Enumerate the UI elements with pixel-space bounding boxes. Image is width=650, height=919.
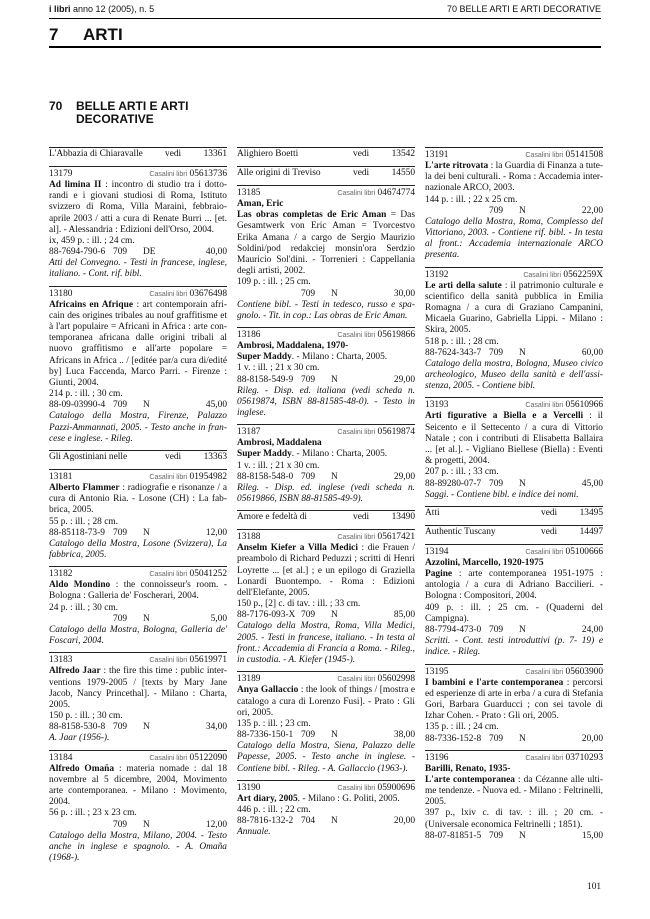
header-right: 70 BELLE ARTI E ARTI DECORATIVE: [446, 4, 601, 14]
catalog-entry: [425, 544, 603, 659]
entry-currency: N: [519, 733, 526, 744]
cross-reference[interactable]: [49, 147, 227, 160]
column-3: [425, 147, 603, 847]
entry-physical: 135 p. : ill. ; 23 cm.: [237, 718, 311, 729]
entry-class: 709: [489, 830, 504, 841]
entry-number: 13193: [425, 400, 449, 411]
entry-price: 20,00: [393, 816, 415, 827]
entry-physical: 55 p. : ill. ; 28 cm.: [49, 516, 119, 527]
entry-currency: N: [143, 527, 150, 538]
entry-isbn: 88-7694-790-6: [49, 247, 106, 258]
cross-reference[interactable]: [237, 147, 415, 160]
entry-title: L'arte ritrovata: [425, 161, 489, 171]
entry-title: Art diary, 2005: [237, 793, 298, 804]
entry-currency: N: [331, 288, 338, 299]
casalini-label: Casalini libri: [525, 152, 564, 159]
entry-price: 30,00: [393, 288, 415, 299]
entry-isbn: 88-89280-07-7: [425, 478, 482, 489]
catalog-entry: [49, 166, 227, 281]
casalini-label: Casalini libri: [149, 474, 188, 482]
entry-isbn: 88-07-81851-5: [425, 830, 482, 841]
catalog-entry: [49, 652, 227, 744]
entry-title: Anselm Kiefer a Villa Medici: [237, 543, 358, 554]
entry-title: Pagine: [425, 569, 453, 580]
entry-note: Catalogo della Mostra, Firenze, Palazzo Pazzi-Ammannati, 2005. - Testo anche in fran-cese e inglese. - Rileg.: [49, 411, 227, 444]
casalini-number: 05619866: [377, 330, 415, 341]
xref-number[interactable]: 13490: [391, 512, 415, 523]
xref-vedi: vedi: [353, 149, 370, 159]
xref-vedi: vedi: [353, 512, 370, 523]
entry-class: 709: [489, 625, 504, 636]
entry-author: Aman, Eric: [237, 199, 284, 209]
chapter-number: 7: [49, 25, 59, 44]
casalini-label: Casalini libri: [337, 190, 376, 197]
casalini-number: 03710293: [565, 752, 603, 763]
entry-number: 13192: [425, 269, 449, 280]
entry-author: Azzolini, Marcello, 1920-1975: [425, 557, 544, 568]
casalini-number: 04674774: [377, 188, 415, 198]
entry-number: 13182: [49, 569, 73, 580]
casalini-number: 05100666: [565, 546, 603, 557]
entry-note: Atti del Convegno. - Testi in francese, inglese, italiano. - Cont. rif. bibl.: [49, 258, 227, 280]
xref-title: L'Abbazia di Chiaravalle: [49, 149, 143, 159]
entry-number: 13187: [237, 427, 261, 438]
casalini-label: Casalini libri: [525, 548, 564, 556]
catalog-entry: [425, 397, 603, 500]
entry-physical: 397 p., lxiv c. di tav. : ill. ; 20 cm. - (Universale economica Feltrinelli ; 1851).: [425, 808, 603, 830]
catalog-entry: [237, 327, 415, 419]
entry-price-line: [49, 820, 227, 831]
entry-description: : the look of things / [mostra e catalogo a cura di Lorenzo Fusi]. - Prato : Gli ori, 2005.: [237, 685, 416, 718]
entry-isbn: 88-8158-549-9: [237, 374, 294, 385]
casalini-number: 05602998: [377, 674, 415, 685]
entry-currency: N: [331, 610, 338, 621]
cross-reference[interactable]: [425, 525, 603, 538]
xref-vedi: vedi: [353, 168, 370, 178]
entry-physical: 144 p. : ill. ; 22 x 25 cm.: [425, 194, 518, 205]
xref-number[interactable]: 14550: [391, 168, 415, 178]
entry-price-line: [237, 610, 415, 621]
entry-price: 40,00: [205, 247, 227, 258]
entry-currency: N: [331, 374, 338, 385]
catalog-entry: [237, 529, 415, 666]
entry-number: 13188: [237, 532, 261, 543]
section-title-line2: DECORATIVE: [76, 112, 154, 126]
entry-author: Ambrosi, Maddalena: [237, 438, 322, 449]
header-rule: [49, 18, 601, 19]
entry-number: 13184: [49, 752, 73, 763]
entry-number: 13194: [425, 546, 449, 557]
entry-number: 13195: [425, 666, 449, 677]
entry-currency: N: [331, 816, 338, 827]
entry-note: Scritti. - Cont. testi introduttivi (p. 7- 19) e indice. - Rileg.: [425, 636, 603, 658]
casalini-label: Casalini libri: [149, 754, 188, 762]
xref-number[interactable]: 13542: [391, 149, 415, 159]
casalini-number: 05610966: [565, 400, 603, 411]
entry-price: 29,00: [393, 471, 415, 482]
entry-physical: 135 p. : ill. ; 24 cm.: [425, 722, 499, 733]
chapter-heading: [49, 25, 123, 45]
entry-physical: 1 v. : ill. ; 21 x 30 cm.: [237, 460, 320, 471]
entry-description: : die Frauen / preambolo di Richard Peduzzi ; scritti di Henri Loyrette ... [et al.] ; e un epilogo di Graziella Lonardi Buontempo. - Roma : Edizioni dell'Elefante, 2005.: [237, 543, 415, 599]
entry-isbn: 88-7336-150-1: [237, 730, 294, 741]
entry-price: 15,00: [581, 830, 603, 841]
entry-price: 12,00: [205, 819, 227, 830]
entry-description: . - Milano : Charta, 2005.: [291, 352, 388, 363]
entry-title: Super Maddy: [237, 449, 292, 460]
casalini-label: Casalini libri: [525, 754, 564, 762]
entry-title: Africains en Afrique: [49, 299, 133, 310]
entry-physical: 214 p. : ill. ; 30 cm.: [49, 389, 123, 400]
entry-title: Alfredo Jaar: [49, 666, 101, 677]
entry-note: Rileg. - Disp. ed. italiana (vedi scheda n. 05619874, ISBN 88-81585-48-0). - Testo in inglese.: [237, 385, 415, 419]
issue-info: anno 12 (2005), n. 5: [73, 4, 155, 14]
chapter-title: ARTI: [83, 25, 123, 44]
entry-price-line: [49, 528, 227, 539]
casalini-number: 05603900: [565, 666, 603, 677]
entry-class: 709: [113, 722, 128, 733]
casalini-number: 05619874: [377, 427, 415, 438]
entry-number: 13189: [237, 674, 261, 685]
chapter-rule: [49, 46, 601, 48]
entry-currency: N: [143, 722, 150, 733]
entry-description: : percorsi ed esperienze di arte in erba / a cura di Stefania Gori, Barbara Guarducci ; con sei tavole di Izhar Cohen. - Prato : Gli ori, 2005.: [425, 677, 603, 722]
entry-price-line: [237, 730, 415, 741]
entry-physical: 518 p. : ill. ; 28 cm.: [425, 336, 499, 347]
entry-class: 709: [489, 347, 504, 358]
xref-title: Gli Agostiniani nelle: [49, 452, 128, 463]
entry-currency: N: [143, 613, 150, 624]
xref-title: Amore e fedeltà di: [237, 512, 308, 523]
casalini-label: Casalini libri: [337, 429, 376, 437]
entry-physical: 109 p. : ill. ; 25 cm.: [237, 277, 311, 288]
entry-isbn: 88-7336-152-8: [425, 733, 482, 744]
entry-note: Catalogo della Mostra, Losone (Svizzera), La fabbrica, 2005.: [49, 538, 227, 561]
section-number: 70: [49, 99, 63, 113]
entry-note: Catalogo della Mostra, Siena, Palazzo delle Papesse, 2005. - Testo anche in inglese. - Contiene bibl. - Rileg. - A. Gallaccio (1963-).: [237, 741, 415, 774]
entry-currency: N: [519, 205, 526, 216]
entry-note: Annuale.: [237, 827, 271, 838]
entry-note: Contiene bibl. - Testi in tedesco, russo e spa-gnolo. - Tit. in cop.: Las obras de Eric Aman.: [237, 299, 415, 321]
casalini-number: 05619971: [189, 655, 227, 666]
entry-note: A. Jaar (1956-).: [49, 733, 110, 744]
entry-class: 709: [113, 613, 128, 624]
entry-currency: N: [331, 471, 338, 482]
entry-currency: N: [331, 730, 338, 741]
entry-title: Aldo Mondino: [49, 580, 111, 591]
entry-description: : il patrimonio culturale e scientifico della sanità pubblica in Emilia Romagna / a cura di Graziano Campanini, Micaela Guarino, Gabriella Lippi. - Milano : Skira, 2005.: [425, 280, 603, 336]
entry-author: Barilli, Renato, 1935-: [425, 763, 511, 774]
catalog-entry: [425, 147, 603, 262]
entry-number: 13179: [49, 169, 73, 179]
entry-currency: N: [519, 830, 526, 841]
entry-class: 709: [113, 247, 128, 258]
casalini-number: 05122090: [189, 752, 227, 763]
entry-note: Saggi. - Contiene bibl. e indice dei nomi.: [425, 489, 579, 500]
entry-isbn: 88-09-03990-4: [49, 400, 106, 411]
entry-description: = Das Gesamtwerk von Eric Aman = Tvorcestvo Erika Amana / a cargo de Sergio Maurizio Soldini/pod redakciej monsin'ora Serdzio Mauricio Sol'dini. - Torrenieri : Cappellania degli artisti, 2002.: [237, 210, 415, 277]
entry-isbn: 88-8158-530-8: [49, 722, 106, 733]
entry-number: 13191: [425, 150, 449, 160]
entry-price: 22,00: [581, 205, 603, 216]
entry-title: Las obras completas de Eric Aman: [237, 210, 387, 221]
entry-title: I bambini e l'arte contemporanea: [425, 677, 564, 688]
entry-isbn: 88-7816-132-2: [237, 816, 294, 827]
entry-price: 5,00: [210, 613, 227, 624]
cross-reference[interactable]: [425, 506, 603, 519]
entry-class: 709: [301, 374, 316, 385]
entry-price: 60,00: [581, 347, 603, 358]
catalog-entry: [237, 424, 415, 505]
entry-note: Catalogo della Mostra, Milano, 2004. - Testo anche in inglese e spagnolo. - A. Omaña (1968-).: [49, 830, 227, 863]
entry-physical: 207 p. : ill. ; 33 cm.: [425, 467, 499, 478]
catalog-entry: [49, 286, 227, 445]
entry-title: Anya Gallaccio: [237, 685, 299, 696]
entry-physical: 150 p., [2] c. di tav. : ill. ; 33 cm.: [237, 599, 361, 610]
entry-price-line: [425, 831, 603, 842]
entry-number: 13185: [237, 188, 261, 198]
entry-class: 709: [489, 478, 504, 489]
casalini-label: Casalini libri: [337, 332, 376, 340]
entry-class: 709: [489, 205, 504, 216]
entry-class: 709: [301, 471, 316, 482]
xref-number[interactable]: 13495: [579, 507, 603, 518]
xref-vedi: vedi: [165, 149, 182, 159]
column-2: [237, 147, 415, 843]
column-1: [49, 147, 227, 869]
entry-currency: N: [519, 625, 526, 636]
catalog-entry: [425, 664, 603, 745]
catalog-entry: [49, 750, 227, 865]
casalini-number: 05617421: [377, 532, 415, 543]
entry-price-line: [49, 247, 227, 258]
casalini-number: 0562259X: [563, 269, 603, 280]
entry-price: 85,00: [393, 610, 415, 621]
casalini-label: Casalini libri: [337, 784, 376, 792]
entry-currency: N: [519, 478, 526, 489]
entry-title: Arti figurative a Biella e a Vercelli: [425, 411, 584, 422]
xref-vedi: vedi: [541, 526, 558, 537]
entry-class: 709: [301, 288, 316, 299]
catalog-entry: [237, 780, 415, 839]
entry-currency: N: [143, 400, 150, 411]
entry-physical: 150 p. : ill. ; 30 cm.: [49, 711, 123, 722]
entry-price-line: [237, 375, 415, 386]
entry-number: 13181: [49, 472, 73, 483]
xref-title: Alle origini di Treviso: [237, 168, 321, 178]
entry-description: : the fire this time : public inter-ventions 1979-2005 / [texts by Mary Jane Jacob, Nancy Princethal]. - Milano : Charta, 2005.: [49, 666, 227, 710]
casalini-label: Casalini libri: [337, 534, 376, 542]
entry-description: : the connoisseur's room. - Bologna : Galleria de' Foscherari, 2004.: [49, 580, 227, 602]
catalog-entry: [49, 469, 227, 561]
magazine-name: i libri: [49, 4, 71, 14]
page-number: 101: [587, 882, 602, 892]
casalini-number: 01954982: [189, 472, 227, 483]
entry-currency: N: [519, 347, 526, 358]
entry-isbn: 88-7794-473-0: [425, 625, 482, 636]
entry-price: 38,00: [393, 730, 415, 741]
entry-price-line: [425, 625, 603, 636]
xref-number[interactable]: 14497: [579, 526, 603, 537]
casalini-number: 05141508: [565, 150, 603, 160]
entry-price-line: [237, 472, 415, 483]
entry-price-line: [425, 206, 603, 217]
entry-isbn: 88-85118-73-9: [49, 527, 105, 538]
entry-number: 13186: [237, 330, 261, 341]
cross-reference[interactable]: [237, 166, 415, 179]
entry-price: 24,00: [581, 625, 603, 636]
catalog-entry: [237, 185, 415, 322]
entry-physical: 409 p. : ill. ; 25 cm. - (Quaderni del Campigna).: [425, 602, 603, 624]
entry-price: 29,00: [393, 374, 415, 385]
casalini-label: Casalini libri: [149, 571, 188, 579]
entry-title: Le arti della salute: [425, 280, 502, 291]
section-heading: [49, 100, 269, 126]
entry-class: 709: [301, 730, 316, 741]
entry-number: 13190: [237, 782, 261, 793]
casalini-number: 03676498: [189, 288, 227, 299]
entry-price-line: [237, 816, 415, 827]
entry-note: Catalogo della mostra, Bologna, Museo civico archeologico, Museo della sanità e dell'assi-stenza, 2005. - Contiene bibl.: [425, 358, 603, 392]
entry-description: : da Cézanne alle ulti-me tendenze. - Nuova ed. - Milano : Feltrinelli, 2005.: [425, 774, 603, 808]
entry-author: Ambrosi, Maddalena, 1970-: [237, 341, 349, 352]
entry-number: 13196: [425, 752, 449, 763]
xref-title: Atti: [425, 507, 440, 518]
entry-class: 709: [113, 400, 128, 411]
entry-title: Alfredo Omaña: [49, 763, 115, 774]
xref-title: Authentic Tuscany: [425, 526, 496, 537]
catalog-entry: [425, 267, 603, 393]
entry-description: : materia nomade : dal 18 novembre al 5 dicembre, 2004, Movimento arte contemporanea. - Milano : Movimento, 2004.: [49, 763, 228, 808]
entry-class: 709: [489, 733, 504, 744]
entry-price-line: [49, 614, 227, 625]
entry-price-line: [425, 734, 603, 745]
catalog-entry: [425, 750, 603, 842]
entry-description: . - Milano : Charta, 2005.: [291, 449, 388, 460]
entry-price: 45,00: [581, 478, 603, 489]
casalini-label: Casalini libri: [525, 402, 564, 410]
entry-class: 704: [301, 816, 316, 827]
casalini-label: Casalini libri: [337, 676, 376, 684]
xref-vedi: vedi: [541, 507, 558, 518]
entry-number: 13180: [49, 288, 73, 299]
entry-description: : incontro di studio tra i dotto-randi e i giovani studiosi di Roma, Istituto svizzero di Roma, Villa Maraini, febbraio-aprile 2003 / atti a cura di Renate Burri ... [et. al]. - Alessandria : Edizioni dell'Orso, 2004.: [49, 180, 228, 235]
entry-isbn: 88-8158-548-0: [237, 471, 294, 482]
section-title-line1: BELLE ARTI E ARTI: [76, 99, 189, 113]
catalog-entry: [49, 566, 227, 647]
entry-physical: 24 p. : ill. ; 30 cm.: [49, 602, 119, 613]
entry-description: : il Seicento e il Settecento / a cura di Vittorio Natale ; con i contributi di Elisabetta Ballaira ... [et al.]. - Vigliano Biellese (Biella) : Eventi & progetti, 2004.: [425, 411, 603, 467]
catalog-entry: [237, 671, 415, 774]
entry-currency: N: [143, 819, 150, 830]
entry-isbn: 88-7624-343-7: [425, 347, 482, 358]
entry-isbn: 88-7176-093-X: [237, 610, 296, 621]
entry-title: Alberto Flammer: [49, 483, 120, 494]
header-left: [49, 4, 154, 14]
entry-price: 34,00: [205, 722, 227, 733]
entry-price-line: [425, 348, 603, 359]
entry-number: 13183: [49, 655, 73, 666]
xref-number[interactable]: 13363: [203, 452, 227, 463]
casalini-label: Casalini libri: [149, 657, 188, 665]
entry-note: Rileg. - Disp. ed. inglese (vedi scheda n. 05619866, ISBN 88-81585-49-9).: [237, 482, 415, 505]
entry-price-line: [237, 289, 415, 300]
entry-price: 12,00: [205, 527, 227, 538]
entry-price: 20,00: [581, 733, 603, 744]
entry-description: : art contemporain afri-cain des origines tribales au nouf graffitisme et à l'art populaire = Africani in Africa : arte con-temporanea africana dalle origini tribali al nuovo graffitismo e all'arte popolare = Africans in Africa .. / [editée par/a cura di/edité by] Luca Faccenda, Marco Parri. - Firenze : Giunti, 2004.: [49, 299, 228, 389]
entry-currency: DE: [143, 247, 156, 258]
entry-note: Catalogo della Mostra, Roma, Villa Medici, 2005. - Testi in francese, italiano. - In testa al front.: Accademia di Francia a Roma. - Rileg., in custodia. - A. Kiefer (1945-).: [237, 621, 415, 666]
entry-physical: ix, 459 p. : ill. ; 24 cm.: [49, 236, 135, 247]
cross-reference[interactable]: [237, 510, 415, 523]
xref-vedi: vedi: [165, 452, 182, 463]
running-header: [49, 4, 601, 16]
entry-note: Catalogo della Mostra, Roma, Complesso del Vittoriano, 2003. - Contiene rif. bibl. - In testa al front.: Accademia internazionale ARCO presenta.: [425, 216, 603, 261]
entry-physical: 1 v. : ill. ; 21 x 30 cm.: [237, 363, 320, 374]
entry-price-line: [49, 722, 227, 733]
entry-price-line: [49, 400, 227, 411]
xref-title: Alighiero Boetti: [237, 149, 299, 159]
entry-physical: 446 p. : ill. ; 22 cm.: [237, 804, 311, 815]
entry-description: : arte contemporanea 1951-1975 : antologia / a cura di Adriano Baccilieri. - Bologna : Compositori, 2004.: [425, 569, 603, 602]
casalini-number: 05900696: [377, 782, 415, 793]
casalini-label: Casalini libri: [149, 290, 188, 298]
casalini-number: 05041252: [189, 569, 227, 580]
entry-title: Super Maddy: [237, 352, 292, 363]
entry-title: L'arte contemporanea: [425, 774, 515, 785]
entry-class: 709: [113, 819, 128, 830]
casalini-label: Casalini libri: [525, 668, 564, 676]
entry-class: 709: [301, 610, 316, 621]
entry-physical: 56 p. : ill. ; 23 x 23 cm.: [49, 808, 137, 819]
xref-number[interactable]: 13361: [203, 149, 227, 159]
entry-description: : la Guardia di Finanza a tute-la dei beni culturali. - Roma : Accademia inter-nazionale ARCO, 2003.: [425, 161, 603, 194]
entry-price: 45,00: [205, 400, 227, 411]
casalini-label: Casalini libri: [149, 171, 188, 178]
casalini-label: Casalini libri: [523, 271, 562, 279]
entry-title: Ad limina II: [49, 180, 102, 190]
cross-reference[interactable]: [49, 450, 227, 463]
entry-class: 709: [113, 527, 128, 538]
entry-price-line: [425, 479, 603, 490]
entry-description: : radiografie e risonanze / a cura di Antonio Ria. - Losone (CH) : La fab-brica, 2005.: [49, 483, 227, 516]
entry-note: Catalogo della Mostra, Bologna, Galleria de' Foscari, 2004.: [49, 624, 227, 647]
casalini-number: 05613736: [189, 169, 227, 179]
entry-description: . - Milano : G. Politi, 2005.: [297, 793, 400, 804]
